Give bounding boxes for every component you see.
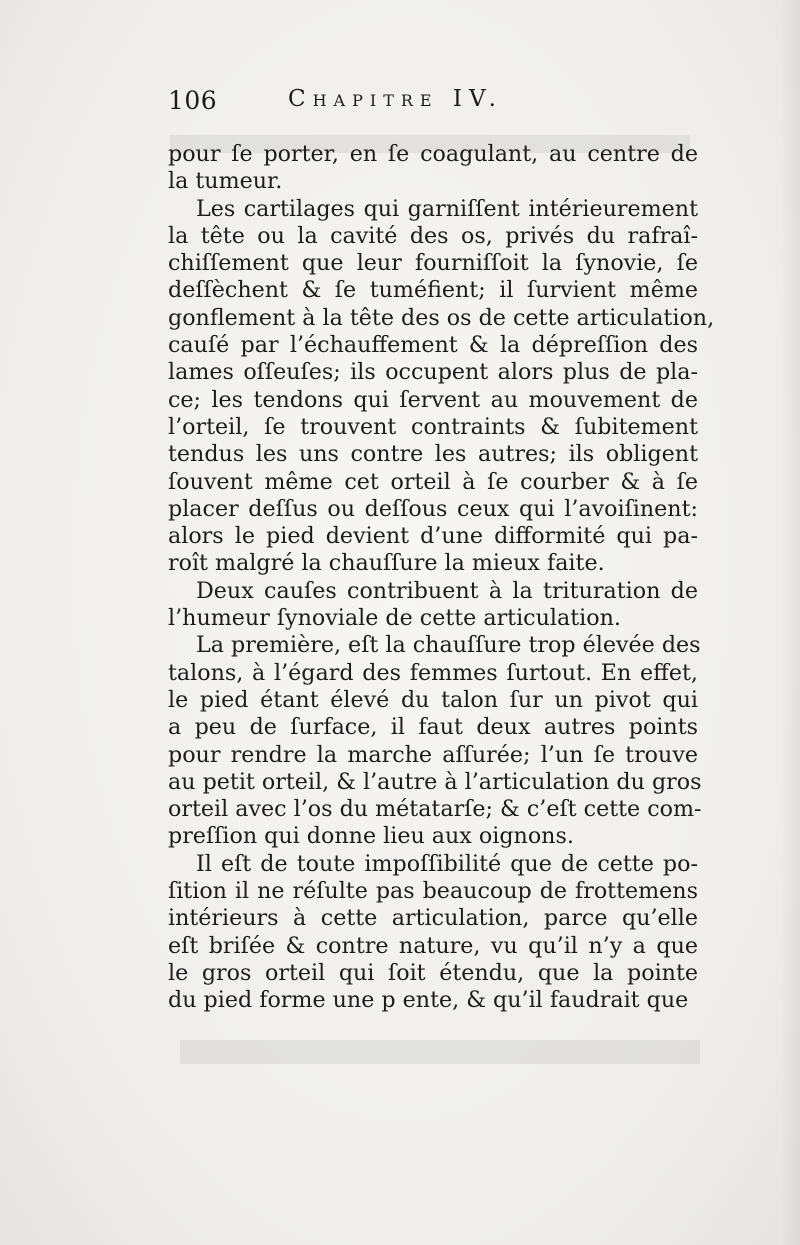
text-line: pour rendre la marche aſſurée; l’un ſe trouve (168, 741, 698, 768)
paragraph (168, 141, 698, 196)
text-line: La première, eſt la chauſſure trop élevée des (196, 632, 701, 659)
body-text (168, 141, 715, 1015)
text-line: Les cartilages qui garniſſent intérieurement (196, 195, 698, 222)
text-line: ſition il ne réſulte pas beaucoup de frottemens (168, 878, 698, 905)
paragraph (168, 578, 698, 633)
text-line: tendus les uns contre les autres; ils obligent (168, 441, 698, 468)
text-line: la tête ou la cavité des os, privés du rafraî- (168, 222, 698, 249)
text-line: le pied étant élevé du talon ſur un pivot qui (168, 686, 698, 713)
text-line: chiſſement que leur fourniſſoit la ſynovie, ſe (168, 250, 698, 277)
text-line: du pied forme une p ente, & qu’il faudrait que (168, 987, 689, 1014)
text-line: orteil avec l’os du métatarſe; & c’eſt cette com- (168, 796, 702, 823)
text-line: eſt briſée & contre nature, vu qu’il n’y a que (168, 932, 698, 959)
page-fold-shadow (780, 0, 800, 1245)
text-line: a peu de ſurface, il faut deux autres points (168, 714, 698, 741)
text-line: Il eſt de toute impoſſibilité que de cette po- (196, 850, 698, 877)
text-line: talons, à l’égard des femmes ſurtout. En effet, (168, 659, 698, 686)
text-line: lames oſſeuſes; ils occupent alors plus de pla- (168, 359, 698, 386)
paragraph (168, 195, 715, 578)
text-line: alors le pied devient d’une difformité qui pa- (168, 523, 698, 550)
paragraph (168, 632, 702, 850)
running-head: Chapitre IV. (288, 86, 503, 112)
text-line: placer deſſus ou deſſous ceux qui l’avoiſinent: (168, 495, 698, 522)
text-line: gonflement à la tête des os de cette articulation, (168, 304, 715, 331)
text-line: deſſèchent & ſe tuméfient; il ſurvient même (168, 277, 698, 304)
paragraph (168, 851, 698, 1015)
page-number: 106 (168, 86, 218, 115)
text-line: le gros orteil qui ſoit étendu, que la pointe (168, 959, 698, 986)
text-line: ſouvent même cet orteil à ſe courber & à ſe (168, 468, 698, 495)
text-line: l’humeur ſynoviale de cette articulation. (168, 605, 621, 632)
text-line: roît malgré la chauſſure la mieux faite. (168, 550, 605, 577)
text-line: Deux cauſes contribuent à la trituration de (196, 577, 698, 604)
text-line: cauſé par l’échauffement & la dépreſſion des (168, 332, 698, 359)
text-line: preſſion qui donne lieu aux oignons. (168, 823, 574, 850)
text-line: la tumeur. (168, 168, 283, 195)
text-line: intérieurs à cette articulation, parce qu’elle (168, 905, 698, 932)
text-line: ce; les tendons qui ſervent au mouvement de (168, 386, 698, 413)
page-header (168, 86, 698, 126)
text-line: l’orteil, ſe trouvent contraints & ſubitement (168, 413, 698, 440)
text-line: pour ſe porter, en ſe coagulant, au centre de (168, 141, 698, 167)
text-line: au petit orteil, & l’autre à l’articulation du gros (168, 768, 702, 795)
